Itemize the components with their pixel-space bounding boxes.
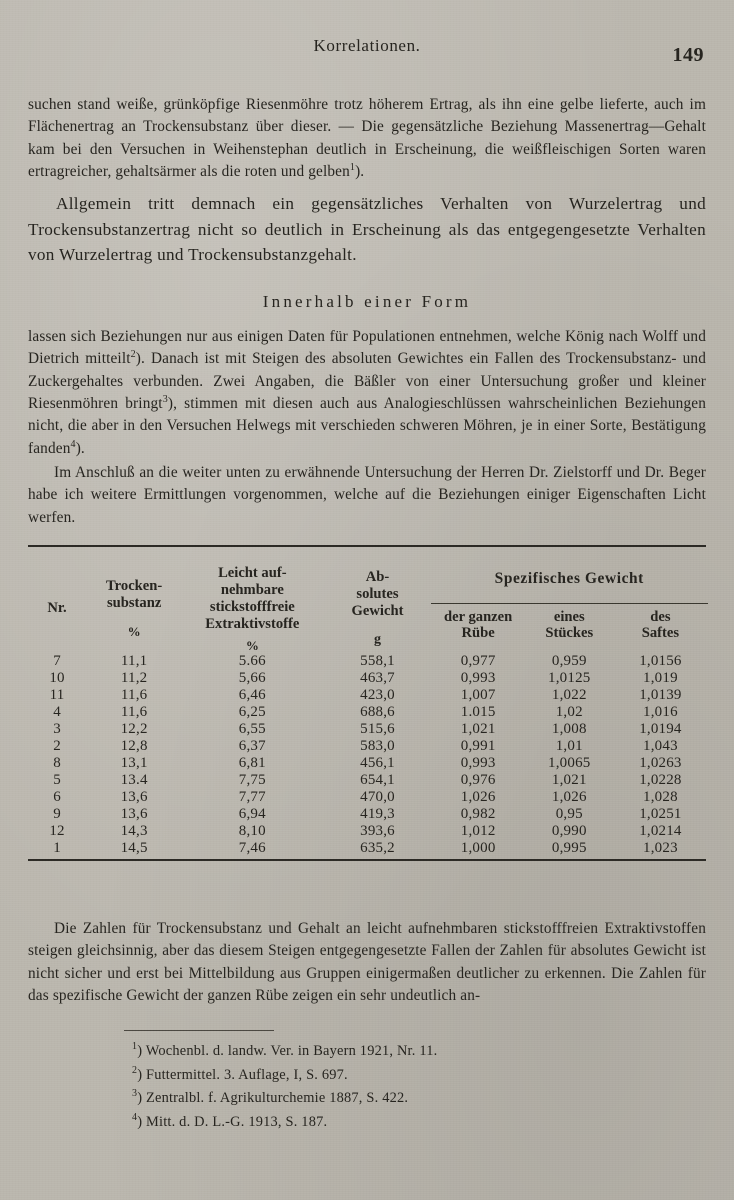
th-spez-c-line1: des — [650, 608, 671, 625]
th-spez-b-line1: eines — [553, 608, 585, 625]
cell-spez-stueck: 0,959 — [551, 652, 587, 669]
paragraph-2: Allgemein tritt demnach ein gegensätzliches Verhalten von Wurzelertrag und Trockensubstanzertrag nicht so deutlich in Erscheinung als das entgegengesetzte Verhalten von Wurzelertrag und Trockensubstanzgehalt. — [28, 194, 706, 265]
table-row — [28, 738, 706, 755]
paragraph-1 — [28, 94, 706, 183]
cell-spez-stueck: 1,021 — [551, 771, 587, 788]
th-spez-a-line2: Rübe — [461, 625, 495, 642]
cell-trockensubstanz: 11,1 — [120, 652, 148, 669]
cell-spez-ruebe: 1,012 — [460, 822, 496, 839]
th-ts-line2: substanz — [106, 595, 162, 612]
cell-trockensubstanz: 14,5 — [120, 839, 148, 856]
measurements-table — [28, 565, 706, 857]
footnote-ref-1: 1 — [349, 161, 356, 173]
cell-spez-stueck: 1,0065 — [548, 754, 591, 771]
cell-spez-ruebe: 1,000 — [460, 839, 496, 856]
th-ts-line1: Trocken- — [106, 578, 163, 595]
footnotes — [28, 1030, 706, 1134]
footnote-text: Wochenbl. d. landw. Ver. in Bayern 1921, Nr. 11. — [145, 1042, 438, 1059]
cell-spez-saft: 1,0251 — [639, 805, 682, 822]
footnote-item: $^3$) Zentralbl. f. Agrikulturchemie 1887, S. 422. — [132, 1088, 409, 1107]
th-absolutes-gewicht — [322, 565, 432, 653]
th-nr — [28, 565, 86, 653]
data-table-wrapper — [28, 545, 706, 861]
cell-spez-ruebe: 1.015 — [460, 703, 496, 720]
paragraph-3-d: ). — [75, 439, 85, 457]
cell-trockensubstanz: 13,1 — [120, 754, 148, 771]
cell-trockensubstanz: 11,6 — [120, 686, 148, 703]
cell-spez-saft: 1,0214 — [639, 822, 682, 839]
cell-leicht: 7,77 — [238, 788, 266, 805]
cell-spez-ruebe: 0,991 — [460, 737, 496, 754]
paragraph-1-tail: ). — [355, 163, 365, 181]
footnote-item: $^2$) Futtermittel. 3. Auflage, I, S. 697. — [132, 1064, 348, 1083]
table-row — [28, 687, 706, 704]
cell-nr: 11 — [49, 686, 65, 703]
th-spez-stueck — [524, 592, 615, 653]
th-le-line2: nehmbare — [220, 581, 284, 598]
th-spez-subrule-c — [613, 603, 708, 604]
footnote-marker: 3 — [132, 1088, 138, 1100]
cell-absolut: 423,0 — [360, 686, 395, 703]
page-content — [28, 0, 706, 1200]
cell-spez-ruebe: 0,982 — [460, 805, 496, 822]
page-number: 149 — [672, 44, 704, 66]
cell-spez-stueck: 1,01 — [555, 737, 583, 754]
cell-spez-ruebe: 0,993 — [460, 754, 496, 771]
th-spez-ganze-ruebe — [433, 592, 524, 653]
cell-nr: 9 — [53, 805, 61, 822]
th-spez-subrule-b — [522, 603, 617, 604]
table-body — [28, 653, 706, 857]
cell-leicht: 6,81 — [238, 754, 266, 771]
cell-trockensubstanz: 11,2 — [120, 669, 148, 686]
table-row — [28, 755, 706, 772]
th-ab-line1: Ab- — [365, 569, 390, 586]
cell-absolut: 463,7 — [360, 669, 395, 686]
paragraph-5: Die Zahlen für Trockensubstanz und Gehalt an leicht aufnehmbaren stickstofffreien Extraktivstoffen steigen gleichsinnig, aber das diesem Steigen entgegengesetzte Fallen der Zahlen für absolutes Gewicht ist nicht sicher und erst bei Mittelbildung aus Gruppen einigermaßen deutlicher zu erkennen. Die Zahlen für das spezifische Gewicht der ganzen Rübe zeigen ein sehr undeutlich an- — [28, 920, 706, 1004]
cell-nr: 7 — [53, 652, 61, 669]
cell-spez-saft: 1,023 — [643, 839, 678, 856]
section-heading: Innerhalb einer Form — [262, 291, 472, 311]
cell-spez-stueck: 1,008 — [551, 720, 587, 737]
footnote-item: $^4$) Mitt. d. D. L.-G. 1913, S. 187. — [132, 1112, 328, 1130]
cell-spez-saft: 1,019 — [643, 669, 678, 686]
cell-nr: 8 — [53, 754, 61, 771]
th-ts-unit: % — [127, 624, 141, 640]
cell-leicht: 6,46 — [238, 686, 266, 703]
th-spez-a-line1: der ganzen — [444, 608, 513, 625]
cell-spez-ruebe: 0,977 — [460, 652, 496, 669]
cell-leicht: 6,94 — [238, 805, 266, 822]
cell-spez-ruebe: 0,976 — [460, 771, 496, 788]
cell-leicht: 7,46 — [238, 839, 266, 856]
paragraph-3 — [28, 326, 706, 460]
running-title: Korrelationen. — [313, 36, 421, 55]
cell-absolut: 635,2 — [360, 839, 395, 856]
paragraph-3-b: ). Danach ist mit Steigen des absoluten Gewichtes ein Fallen des Trockensubstanz- und Zuckergehaltes verbunden. Zwei Angaben, die Bäßler von einer Untersuchung großer und kleiner Riesenmöhren bringt — [28, 350, 706, 412]
th-leicht-aufnehmbare — [182, 565, 322, 653]
cell-trockensubstanz: 12,8 — [120, 737, 148, 754]
th-le-line4: Extraktivstoffe — [205, 615, 300, 632]
table-row — [28, 721, 706, 738]
th-le-line3: stickstofffreie — [209, 598, 295, 615]
footnote-list — [28, 1039, 706, 1134]
table-row — [28, 789, 706, 806]
th-spezifisches-gewicht: Spezifisches Gewicht — [494, 569, 644, 587]
cell-spez-ruebe: 1,007 — [460, 686, 496, 703]
cell-spez-stueck: 0,990 — [551, 822, 587, 839]
th-spez-b-line2: Stückes — [545, 625, 594, 642]
th-spez-subrule-a — [431, 603, 526, 604]
th-le-line1: Leicht auf- — [218, 565, 287, 581]
cell-spez-stueck: 1,0125 — [548, 669, 591, 686]
cell-leicht: 6,37 — [238, 737, 266, 754]
cell-spez-saft: 1,016 — [643, 703, 678, 720]
cell-trockensubstanz: 13.4 — [120, 771, 148, 788]
page-header — [28, 0, 706, 66]
cell-leicht: 7,75 — [238, 771, 266, 788]
footnote-text: Mitt. d. D. L.-G. 1913, S. 187. — [146, 1113, 328, 1130]
cell-spez-ruebe: 1,021 — [460, 720, 496, 737]
table-row — [28, 772, 706, 789]
cell-trockensubstanz: 13,6 — [120, 788, 148, 805]
cell-spez-stueck: 0,995 — [551, 839, 587, 856]
cell-nr: 5 — [53, 771, 61, 788]
cell-spez-stueck: 0,95 — [555, 805, 583, 822]
cell-trockensubstanz: 14,3 — [120, 822, 148, 839]
paragraph-1-text: suchen stand weiße, grünköpfige Riesenmöhre trotz höherem Ertrag, als ihn eine gelbe lieferte, auch im Flächenertrag an Trockensubstanz über dieser. — Die gegensätzliche Beziehung Massenertrag—Gehalt kam bei den Versuchen in Weihenstephan deutlich in Erscheinung, die weißfleischigen Sorten waren ertragreicher, gehaltsärmer als die roten und gelben — [28, 96, 706, 181]
th-le-unit: % — [245, 637, 259, 653]
table-row — [28, 823, 706, 840]
table-head — [28, 565, 706, 653]
th-spez-c-line2: Saftes — [641, 625, 680, 642]
cell-leicht: 5.66 — [238, 652, 266, 669]
cell-trockensubstanz: 13,6 — [120, 805, 148, 822]
cell-absolut: 456,1 — [360, 754, 395, 771]
footnote-text: Futtermittel. 3. Auflage, I, S. 697. — [146, 1066, 348, 1083]
th-trockensubstanz — [86, 565, 182, 653]
cell-spez-saft: 1,0194 — [639, 720, 682, 737]
cell-absolut: 419,3 — [360, 805, 395, 822]
th-ab-line2: solutes — [356, 586, 399, 603]
cell-nr: 4 — [53, 703, 61, 720]
cell-spez-stueck: 1,022 — [551, 686, 587, 703]
cell-spez-stueck: 1,02 — [555, 703, 583, 720]
cell-absolut: 393,6 — [360, 822, 395, 839]
cell-nr: 3 — [53, 720, 61, 737]
cell-spez-saft: 1,0139 — [639, 686, 682, 703]
body-text — [28, 94, 706, 529]
cell-nr: 10 — [49, 669, 65, 686]
footnote-item: $^1$) Wochenbl. d. landw. Ver. in Bayern 1921, Nr. 11. — [132, 1041, 438, 1059]
cell-trockensubstanz: 12,2 — [120, 720, 148, 737]
th-ab-unit: g — [374, 632, 381, 648]
cell-nr: 12 — [49, 822, 65, 839]
cell-absolut: 688,6 — [360, 703, 395, 720]
cell-absolut: 515,6 — [360, 720, 395, 737]
cell-absolut: 654,1 — [360, 771, 395, 788]
table-row — [28, 704, 706, 721]
footnote-ref-3: 3 — [162, 393, 168, 405]
closing-paragraph-wrap — [28, 918, 706, 1007]
paragraph-4: Im Anschluß an die weiter unten zu erwähnende Untersuchung der Herren Dr. Zielstorff und Dr. Beger habe ich weitere Ermittlungen vorgenommen, welche auf die Beziehungen einiger Eigenschaften Licht werfen. — [28, 464, 706, 526]
cell-spez-stueck: 1,026 — [551, 788, 587, 805]
table-rule-top — [28, 545, 706, 547]
footnote-ref-2: 2 — [130, 349, 136, 361]
cell-leicht: 6,55 — [238, 720, 266, 737]
footnote-rule — [124, 1030, 274, 1031]
cell-spez-ruebe: 0,993 — [460, 669, 496, 686]
cell-spez-ruebe: 1,026 — [460, 788, 496, 805]
table-row — [28, 670, 706, 687]
cell-spez-saft: 1,043 — [643, 737, 678, 754]
table-row — [28, 653, 706, 670]
cell-absolut: 583,0 — [360, 737, 395, 754]
footnote-marker: 4 — [132, 1112, 138, 1124]
cell-spez-saft: 1,0156 — [639, 652, 682, 669]
cell-spez-saft: 1,0263 — [639, 754, 682, 771]
cell-leicht: 8,10 — [238, 822, 266, 839]
th-spez-saft — [615, 592, 706, 653]
paragraph-3-a: lassen sich Beziehungen nur aus einigen Daten für Populationen entnehmen, welche König nach Wolff und Dietrich mitteilt — [28, 327, 706, 368]
footnote-marker: 2 — [132, 1064, 138, 1076]
cell-spez-saft: 1,028 — [643, 788, 678, 805]
th-ab-line3: Gewicht — [351, 603, 404, 620]
table-row — [28, 806, 706, 823]
paragraph-3-c: ), stimmen mit diesen auch aus Analogieschlüssen wahrscheinlichen Beziehungen nicht, die aber in den Versuchen Helwegs mit verschieden schweren Möhren, je in einer Sorte, Bestätigung fanden — [28, 394, 706, 457]
cell-leicht: 5,66 — [238, 669, 266, 686]
footnote-marker: 1 — [132, 1041, 138, 1052]
cell-leicht: 6,25 — [238, 703, 266, 720]
th-nr-label: Nr. — [47, 600, 67, 617]
cell-spez-saft: 1,0228 — [639, 771, 682, 788]
footnote-text: Zentralbl. f. Agrikulturchemie 1887, S. 422. — [146, 1090, 409, 1107]
cell-absolut: 470,0 — [360, 788, 395, 805]
cell-nr: 1 — [53, 839, 61, 856]
table-row — [28, 840, 706, 857]
footnote-ref-4: 4 — [70, 438, 76, 450]
table-rule-bottom — [28, 859, 706, 861]
cell-nr: 6 — [53, 788, 61, 805]
cell-trockensubstanz: 11,6 — [120, 703, 148, 720]
cell-nr: 2 — [53, 737, 61, 754]
cell-absolut: 558,1 — [360, 652, 395, 669]
table-head-row-1 — [28, 565, 706, 592]
